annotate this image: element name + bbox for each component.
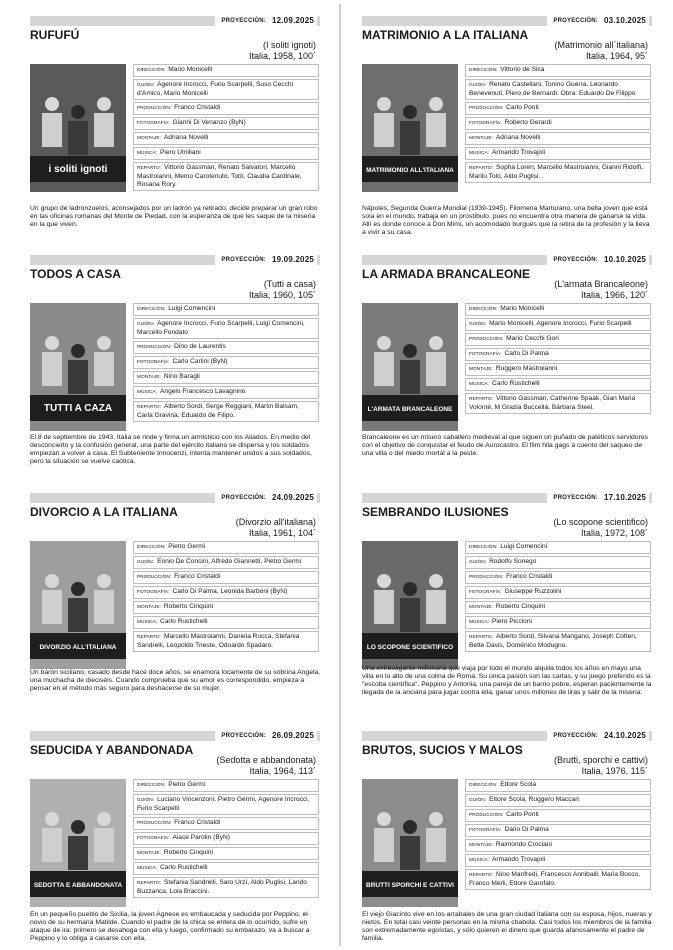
credit-value: Armando Trovajoli	[492, 856, 546, 863]
credit-row-produccion	[465, 333, 651, 346]
credit-value: Dario Di Palma	[504, 826, 549, 833]
credit-value: Ruggero Mastroianni	[495, 365, 558, 372]
credit-value: Franco Cristaldi	[174, 104, 221, 111]
projection-date-label	[547, 255, 649, 265]
film-synopsis: El 8 de septiembre de 1943, Italia se rinde y firma un armisticio con los Aliados. En medio del desconcierto y la confusión general, una parte del ejército italiano se dispersa y los soldados empiezan a volver a casa. El Subteniente Innocenzi, intenta mantener unidos a sus soldados, pero la situación se vuelve caótica.	[30, 434, 312, 465]
credits-table	[133, 303, 319, 424]
credit-row-montaje	[465, 839, 651, 852]
projection-bar	[30, 731, 320, 741]
credit-value: Renato Castellani, Tonino Guerra, Leonardo Benevenuti, Piero de Bernardi. Obra: Eduardo De Filippo	[469, 81, 636, 97]
credit-key: REPARTO:	[469, 166, 493, 171]
credit-row-fotografia	[465, 586, 651, 599]
poster-title-text: LO SCOPONE SCIENTIFICO	[366, 644, 454, 651]
credit-row-montaje	[133, 601, 319, 614]
credit-value: Mario Monicelli	[500, 305, 545, 312]
original-title: (Divorzio all'italiana)	[235, 517, 316, 527]
credit-value: Roberto Cinquini	[163, 603, 214, 610]
credit-value: Piero Piccioni	[492, 618, 532, 625]
poster-title-text: SEDOTTA E ABBANDONATA	[33, 882, 123, 889]
credit-key: GUIÓN:	[469, 322, 487, 327]
country-year-duration: Italia, 1960, 105´	[248, 290, 316, 300]
credit-row-guion	[465, 556, 651, 569]
credit-row-direccion	[133, 303, 319, 316]
credit-key: REPARTO:	[137, 635, 161, 640]
credit-row-direccion	[465, 303, 651, 316]
credit-row-guion	[465, 318, 651, 331]
projection-label: PROYECCIÓN:	[553, 257, 598, 263]
credit-key: MONTAJE:	[469, 605, 493, 610]
projection-date-label	[547, 493, 649, 503]
credit-value: Adriana Novelli	[163, 134, 209, 141]
poster-title-text: L'ARMATA BRANCALEONE	[367, 406, 453, 413]
film-title: TODOS A CASA	[30, 267, 121, 281]
credit-key: MÚSICA:	[137, 151, 157, 156]
credit-row-reparto	[133, 401, 319, 422]
credit-value: Agenore Incrocci, Furio Scarpelli, Luigi Comencini, Marcello Fondato	[137, 320, 305, 336]
credit-value: Carlo Rustichelli	[160, 618, 208, 625]
credit-row-reparto	[133, 877, 319, 898]
credit-row-fotografia	[133, 586, 319, 599]
credit-key: MÚSICA:	[137, 620, 157, 625]
credit-row-montaje	[465, 363, 651, 376]
film-poster	[362, 541, 458, 669]
credit-value: Franco Cristaldi	[506, 573, 553, 580]
projection-bar	[30, 16, 320, 26]
credit-value: Piero Umiliani	[160, 149, 201, 156]
projection-bar	[362, 731, 652, 741]
credit-key: REPARTO:	[137, 166, 161, 171]
credits-table	[133, 541, 319, 654]
credit-value: Roberto Cinquini	[495, 603, 546, 610]
film-poster	[30, 541, 126, 669]
film-title: RUFUFÚ	[30, 28, 80, 42]
credit-row-musica	[465, 854, 651, 867]
credit-row-musica	[133, 862, 319, 875]
credit-key: DIRECCIÓN:	[137, 783, 166, 788]
film-synopsis: En un pequeño pueblo de Sicilia, la joven Agnese es embaucada y seducida por Peppino, el novio de su hermana Matilde. Cuando el padre de la chica se entera de lo ocurrido, sufre un ataque de ira: primero se desahoga con ella y luego, confirmado su embarazo, va a buscar a Peppino y lo obliga a casarse con ella.	[30, 911, 310, 942]
credit-value: Raimondo Crociani	[495, 841, 552, 848]
credit-key: MÚSICA:	[469, 858, 489, 863]
credit-value: Nino Baragli	[163, 373, 200, 380]
credit-value: Ettore Scola, Ruggero Maccari	[489, 796, 579, 803]
credit-key: REPARTO:	[469, 635, 493, 640]
film-title: SEDUCIDA Y ABANDONADA	[30, 743, 194, 757]
credit-key: FOTOGRAFÍA:	[469, 121, 502, 126]
credit-row-direccion	[465, 779, 651, 792]
credit-key: FOTOGRAFÍA:	[469, 828, 502, 833]
projection-label: PROYECCIÓN:	[221, 18, 266, 24]
film-poster	[30, 303, 126, 431]
film-title: MATRIMONIO A LA ITALIANA	[362, 28, 529, 42]
credit-key: DIRECCIÓN:	[137, 307, 166, 312]
projection-date: 24.09.2025	[271, 493, 314, 502]
credit-value: Franco Cristaldi	[174, 573, 221, 580]
credit-value: Vittorio Gassman, Catherine Spaak, Gian Maria Volonté, M Grazia Buccella, Bárbara Steel.	[469, 395, 636, 411]
film-synopsis: El viejo Giacinto vive en los arrabales de una gran ciudad italiana con su esposa, hijos, nueras y nietos. En total casi veinte personas en la misma chabola. Casi todos los miembros de la familia son extremadamente egoístas, y sólo quieren el dinero que guarda afanosamente el padre de familia.	[362, 911, 652, 942]
credit-row-guion	[133, 318, 319, 339]
poster-title-text: BRUTTI SPORCHI E CATTIVI	[366, 882, 454, 889]
credit-value: Carlo Ponti	[506, 104, 539, 111]
credit-value: Gianni Di Venanzo (ByN)	[172, 119, 246, 126]
projection-bar	[362, 255, 652, 265]
credit-key: GUIÓN:	[469, 798, 487, 803]
credit-key: GUIÓN:	[469, 560, 487, 565]
credit-key: PRODUCCIÓN:	[469, 337, 504, 342]
credit-row-musica	[465, 378, 651, 391]
credit-key: GUIÓN:	[469, 83, 487, 88]
credit-value: Luciano Vincenzoni, Pietro Germi, Agenore Incrocci, Furio Scarpelli	[137, 796, 310, 812]
credit-value: Vittorio Gassman, Renato Salvatori, Marcello Mastroianni, Memo Carotenuto, Totò, Claudia Cardinale, Rosana Rory.	[137, 164, 302, 188]
credit-row-fotografia	[465, 117, 651, 130]
projection-bar	[362, 16, 652, 26]
credit-key: MONTAJE:	[469, 367, 493, 372]
credits-table	[465, 779, 651, 892]
country-year-duration: Italia, 1964, 95´	[585, 51, 648, 61]
projection-label: PROYECCIÓN:	[553, 495, 598, 501]
credit-value: Luigi Comencini	[500, 543, 548, 550]
projection-date: 03.10.2025	[603, 16, 646, 25]
credit-value: Stefania Sandrelli, Saro Urzí, Aldo Puglisi, Lando Buzzanca, Lola Braccini.	[137, 879, 307, 895]
credit-key: PRODUCCIÓN:	[137, 821, 172, 826]
column-divider	[339, 4, 341, 946]
credit-value: Aiace Parolin (ByN)	[172, 834, 230, 841]
poster-title-text: i soliti ignoti	[48, 164, 108, 175]
credit-row-fotografia	[133, 117, 319, 130]
credit-key: PRODUCCIÓN:	[469, 575, 504, 580]
credit-row-produccion	[465, 571, 651, 584]
credit-value: Ettore Scola	[500, 781, 537, 788]
credit-key: MONTAJE:	[469, 136, 493, 141]
credit-value: Carlo Di Palma, Leonida Barboni (ByN)	[172, 588, 288, 595]
credit-key: GUIÓN:	[137, 322, 155, 327]
original-title: (Tutti a casa)	[263, 279, 316, 289]
credit-key: FOTOGRAFÍA:	[137, 121, 170, 126]
credits-table	[133, 64, 319, 193]
credit-row-reparto	[465, 162, 651, 183]
credit-value: Alberto Sordi, Serge Reggiani, Martin Balsam, Carla Gravina, Eduardo de Filipo.	[137, 403, 299, 419]
credit-row-produccion	[133, 102, 319, 115]
original-title: (L'armata Brancaleone)	[554, 279, 648, 289]
credit-row-direccion	[465, 541, 651, 554]
credit-row-montaje	[133, 847, 319, 860]
credit-key: DIRECCIÓN:	[469, 545, 498, 550]
credits-table	[465, 303, 651, 416]
credit-row-produccion	[465, 809, 651, 822]
credit-value: Nino Manfredi, Francesco Annibalil, Maria Bosco, Franco Merli, Ettore Garofalo.	[469, 871, 641, 887]
projection-date: 12.09.2025	[271, 16, 314, 25]
original-title: (Matrimonio all´italiana)	[554, 40, 648, 50]
credit-key: MONTAJE:	[137, 605, 161, 610]
projection-bar	[30, 493, 320, 503]
country-year-duration: Italia, 1972, 108´	[580, 528, 648, 538]
credit-key: DIRECCIÓN:	[137, 68, 166, 73]
film-poster	[362, 303, 458, 431]
credit-value: Ennio De Concini, Alfredo Giannetti, Pietro Germi	[157, 558, 302, 565]
credit-key: PRODUCCIÓN:	[469, 813, 504, 818]
credit-row-guion	[465, 79, 651, 100]
credit-key: MÚSICA:	[469, 151, 489, 156]
credit-value: Vittorio de Sica	[500, 66, 545, 73]
original-title: (Sedotta e abbandonata)	[216, 755, 316, 765]
film-synopsis: Una extravagante millonaria que viaja por todo el mundo alquila todos los años en mayo una villa en lo alto de una colina de Roma. Su única pasión son las cartas, y su juego preferido es la "escoba científica". Peppino y Antonia, una pareja de un barrio pobre, esperan pacientemente la llegada de la anciana para jugar contra ella, ganar unos millones de liras y salir de la miseria.	[362, 665, 652, 696]
credit-key: MÚSICA:	[137, 866, 157, 871]
credits-table	[465, 64, 651, 185]
credit-value: Armando Trovajoli	[492, 149, 546, 156]
credit-key: DIRECCIÓN:	[469, 68, 498, 73]
credit-value: Carlo Ponti	[506, 811, 539, 818]
credit-key: REPARTO:	[469, 397, 493, 402]
credit-value: Mario Monicelli	[168, 66, 213, 73]
credit-row-direccion	[133, 64, 319, 77]
credit-value: Pietro Germi	[168, 543, 206, 550]
credit-key: FOTOGRAFÍA:	[469, 352, 502, 357]
credit-key: MONTAJE:	[137, 851, 161, 856]
credits-table	[133, 779, 319, 900]
credit-value: Carlo Rustichelli	[160, 864, 208, 871]
credit-value: Carlo Di Palma	[504, 350, 549, 357]
credit-row-fotografia	[465, 348, 651, 361]
credit-key: REPARTO:	[137, 881, 161, 886]
original-title: (Lo scopone scientifico)	[553, 517, 648, 527]
credit-key: GUIÓN:	[137, 798, 155, 803]
credit-key: MONTAJE:	[137, 375, 161, 380]
film-poster	[362, 779, 458, 907]
projection-date-label	[547, 731, 649, 741]
credit-value: Mario Monicelli, Agenore Incrocci, Furio Scarpelli	[489, 320, 632, 327]
credit-key: PRODUCCIÓN:	[137, 106, 172, 111]
credit-key: DIRECCIÓN:	[469, 783, 498, 788]
projection-date-label	[215, 731, 317, 741]
credit-value: Giuseppe Ruzzolini	[504, 588, 562, 595]
credit-row-direccion	[133, 541, 319, 554]
credit-value: Roberto Cinquini	[163, 849, 214, 856]
film-title: BRUTOS, SUCIOS Y MALOS	[362, 743, 523, 757]
credit-value: Mario Cecchi Gori	[506, 335, 559, 342]
credit-row-musica	[133, 147, 319, 160]
credits-table	[465, 541, 651, 654]
credit-key: REPARTO:	[137, 405, 161, 410]
projection-label: PROYECCIÓN:	[221, 733, 266, 739]
credit-row-musica	[465, 616, 651, 629]
credit-row-montaje	[133, 132, 319, 145]
credit-key: PRODUCCIÓN:	[469, 106, 504, 111]
projection-label: PROYECCIÓN:	[221, 495, 266, 501]
credit-value: Carlo Rustichelli	[492, 380, 540, 387]
projection-date-label	[215, 255, 317, 265]
credit-key: PRODUCCIÓN:	[137, 575, 172, 580]
credit-row-produccion	[133, 341, 319, 354]
projection-label: PROYECCIÓN:	[553, 18, 598, 24]
projection-bar	[30, 255, 320, 265]
credit-row-fotografia	[133, 832, 319, 845]
credit-value: Agenore Incrocci, Furio Scarpelli, Suso Cecchi d'Amico, Mario Monicelli	[137, 81, 294, 97]
credit-key: MÚSICA:	[469, 620, 489, 625]
credit-key: PRODUCCIÓN:	[137, 345, 172, 350]
credit-row-produccion	[465, 102, 651, 115]
credit-row-reparto	[465, 631, 651, 652]
credit-value: Sopha Loren, Marcello Mastroianni, Gianni Ridolfi, Marilù Tolo, Aldo Puglisi.	[469, 164, 643, 180]
credit-value: Franco Cristaldi	[174, 819, 221, 826]
credit-value: Marcello Mastroianni, Daniela Rocca, Stefania Sandrelli, Leopoldo Trieste, Odoardo Spadaro.	[137, 633, 300, 649]
credit-row-montaje	[465, 601, 651, 614]
projection-date-label	[215, 493, 317, 503]
credit-key: FOTOGRAFÍA:	[137, 360, 170, 365]
credit-row-reparto	[133, 631, 319, 652]
credit-value: Rodolfo Sonego	[489, 558, 537, 565]
film-synopsis: Nápoles, Segunda Guerra Mundial (1939-1945). Filomena Marturano, una bella joven que está sola en el mundo, trabaja en un prostíbulo, pues no encuentra otra manera de ganarse la vida. Allí es donde conoce a Don Mimí, un acomodado burgués que la retira de la profesión y la lleva a vivir a su casa.	[362, 205, 650, 236]
credit-value: Carlo Carlini (ByN)	[172, 358, 228, 365]
credit-value: Dino de Laurentis	[174, 343, 226, 350]
projection-date: 17.10.2025	[603, 493, 646, 502]
credit-row-produccion	[133, 571, 319, 584]
credit-row-montaje	[133, 371, 319, 384]
credit-key: DIRECCIÓN:	[469, 307, 498, 312]
credit-row-musica	[133, 616, 319, 629]
projection-date: 19.09.2025	[271, 255, 314, 264]
credit-row-direccion	[465, 64, 651, 77]
credit-value: Luigi Comencini	[168, 305, 216, 312]
credit-key: FOTOGRAFÍA:	[137, 590, 170, 595]
country-year-duration: Italia, 1958, 100´	[248, 51, 316, 61]
credit-key: MONTAJE:	[137, 136, 161, 141]
credit-key: MÚSICA:	[137, 390, 157, 395]
credit-row-musica	[133, 386, 319, 399]
credit-value: Pietro Germi	[168, 781, 206, 788]
credit-row-fotografia	[133, 356, 319, 369]
credit-value: Angelo Francesco Lavagnino	[160, 388, 246, 395]
film-title: SEMBRANDO ILUSIONES	[362, 505, 509, 519]
credit-row-guion	[133, 794, 319, 815]
credit-key: GUIÓN:	[137, 560, 155, 565]
credit-key: FOTOGRAFÍA:	[469, 590, 502, 595]
country-year-duration: Italia, 1966, 120´	[580, 290, 648, 300]
country-year-duration: Italia, 1964, 113´	[249, 766, 316, 776]
film-title: DIVORCIO A LA ITALIANA	[30, 505, 178, 519]
projection-date: 24.10.2025	[603, 731, 646, 740]
poster-title-text: TUTTI A CAZA	[43, 403, 113, 414]
original-title: (I soliti ignoti)	[262, 40, 316, 50]
credit-row-guion	[133, 556, 319, 569]
credit-value: Roberto Gerardi	[504, 119, 552, 126]
credit-row-montaje	[465, 132, 651, 145]
film-synopsis: Un grupo de ladronzuelos, aconsejados por un ladrón ya retirado, decide preparar un gran robo en las oficinas romanas del Monte de Piedad, con la esperanza de que les saque de la miseria en la que viven.	[30, 205, 318, 228]
credit-key: FOTOGRAFÍA:	[137, 836, 170, 841]
projection-date-label	[547, 16, 649, 26]
credit-value: Alberto Sordi, Silvana Mangano, Joseph Cotten, Bette Davis, Doménico Modugno.	[469, 633, 637, 649]
credit-row-fotografia	[465, 824, 651, 837]
credit-row-reparto	[465, 869, 651, 890]
projection-label: PROYECCIÓN:	[221, 257, 266, 263]
credit-key: MONTAJE:	[469, 843, 493, 848]
film-synopsis: Un barón siciliano, casado desde hace doce años, se enamora locamente de su sobrina Angela, una muchacha de dieciséis. Cuando comprueba que su amor es correspondido, empieza a pensar en el método más seguro para deshacerse de su mujer.	[30, 669, 321, 692]
credit-row-guion	[465, 794, 651, 807]
projection-bar	[362, 493, 652, 503]
country-year-duration: Italia, 1961, 104´	[248, 528, 316, 538]
credit-row-guion	[133, 79, 319, 100]
original-title: (Brutti, sporchi e cattivi)	[553, 755, 648, 765]
film-poster	[30, 64, 126, 192]
film-poster	[30, 779, 126, 907]
credit-key: GUIÓN:	[137, 83, 155, 88]
credit-value: Adriana Novelli	[495, 134, 541, 141]
credit-row-reparto	[133, 162, 319, 191]
credit-row-reparto	[465, 393, 651, 414]
credit-row-produccion	[133, 817, 319, 830]
credit-key: DIRECCIÓN:	[137, 545, 166, 550]
film-title: LA ARMADA BRANCALEONE	[362, 267, 530, 281]
film-poster	[362, 64, 458, 192]
projection-date: 10.10.2025	[603, 255, 646, 264]
country-year-duration: Italia, 1976, 115´	[581, 766, 648, 776]
film-synopsis: Brancaleone es un mísero caballero medieval al que siguen un puñado de patéticos servidores con el objetivo de conquistar el feudo de Aurocastro. El film hila gags a cuento del saqueo de una villa o del miedo mortal a la peste.	[362, 434, 649, 457]
credit-row-musica	[465, 147, 651, 160]
poster-title-text: DIVORZIO ALL'ITALIANA	[39, 644, 117, 651]
projection-date: 26.09.2025	[271, 731, 314, 740]
credit-key: REPARTO:	[469, 873, 493, 878]
credit-key: MÚSICA:	[469, 382, 489, 387]
projection-label: PROYECCIÓN:	[553, 733, 598, 739]
projection-date-label	[215, 16, 317, 26]
credit-row-direccion	[133, 779, 319, 792]
poster-title-text: MATRIMONIO ALL'ITALIANA	[366, 167, 454, 174]
